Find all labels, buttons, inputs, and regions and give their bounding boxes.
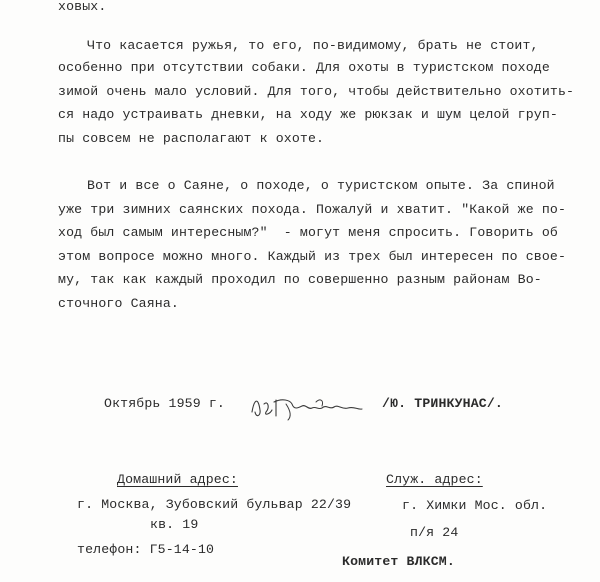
text-line-6: пы совсем не располагают к охоте. (58, 131, 325, 146)
text-line-10: этом вопросе можно много. Каждый из трех был интересен по свое- (58, 249, 567, 264)
text-line-11: му, так как каждый проходил по совершенно разным районам Во- (58, 272, 542, 287)
text-line-3: особенно при отсутствии собаки. Для охоты в туристском походе (58, 60, 550, 75)
work-address-heading: Служ. адрес: (386, 472, 483, 487)
text-line-1: ховых. (58, 0, 107, 14)
home-address-line2: кв. 19 (150, 517, 199, 532)
text-line-4: зимой очень мало условий. Для того, чтобы действительно охотить- (58, 84, 575, 99)
signoff-name: /Ю. ТРИНКУНАС/. (382, 396, 503, 411)
home-phone: телефон: Г5-14-10 (77, 542, 215, 557)
text-line-5: ся надо устраивать дневки, на ходу же рюкзак и шум целой груп- (58, 107, 558, 122)
text-line-9: ход был самым интересным?" - могут меня спросить. Говорить об (58, 225, 558, 240)
home-address-heading: Домашний адрес: (117, 472, 238, 487)
text-line-8: уже три зимних саянских похода. Пожалуй и хватит. "Какой же по- (58, 202, 567, 217)
text-line-7: Вот и все о Саяне, о походе, о туристском опыте. За спиной (87, 178, 555, 193)
signoff-date: Октябрь 1959 г. (104, 396, 225, 411)
work-address-line2: п/я 24 (410, 525, 459, 540)
work-address-line1: г. Химки Мос. обл. (402, 498, 548, 513)
work-address-line3: Комитет ВЛКСМ. (342, 554, 455, 569)
home-address-line1: г. Москва, Зубовский бульвар 22/39 (77, 497, 352, 512)
text-line-2: Что касается ружья, то его, по-видимому, брать не стоит, (87, 38, 539, 53)
text-line-12: сточного Саяна. (58, 296, 179, 311)
handwritten-signature (246, 390, 366, 426)
